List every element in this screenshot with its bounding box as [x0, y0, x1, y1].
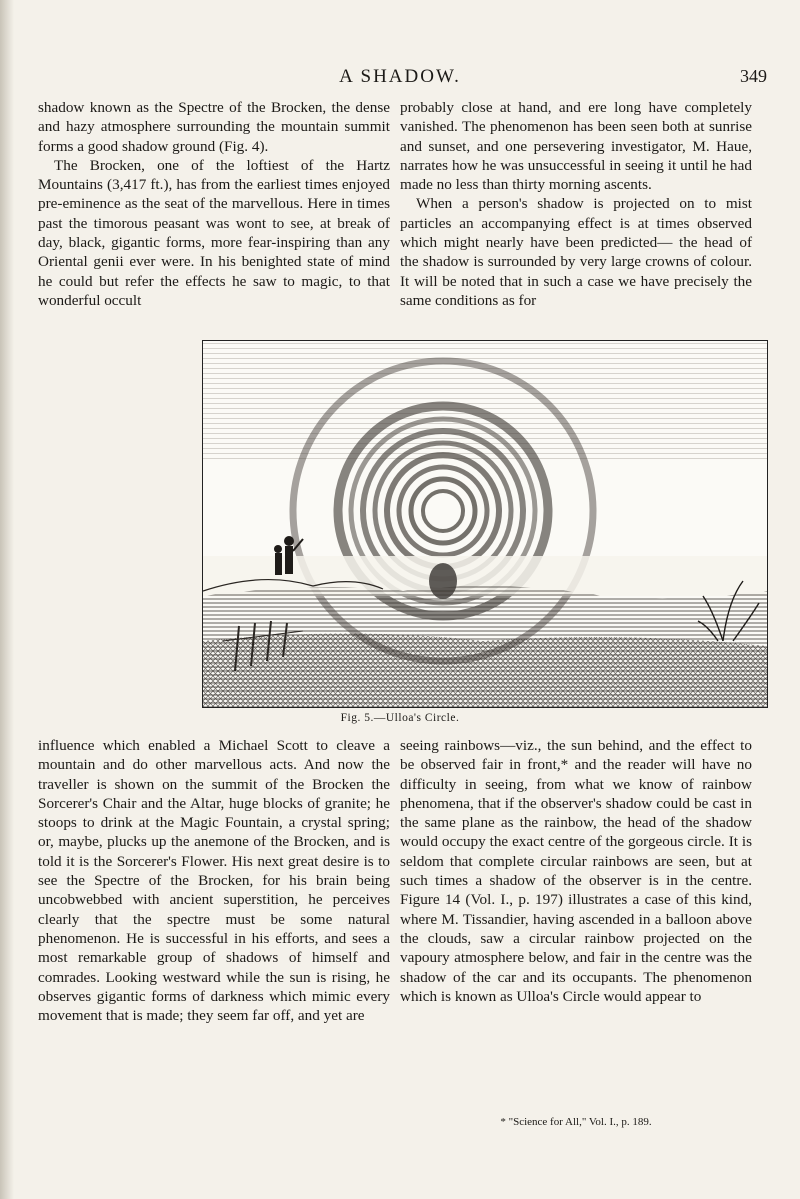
column-top-right	[400, 98, 752, 310]
paragraph: seeing rainbows—viz., the sun behind, and the effect to be observed fair in front,* and the reader will have no difficulty in seeing, from what we know of rainbow phenomena, that if the observer's shadow could be cast in the same plane as the rainbow, the head of the shadow would occupy the exact centre of the gorgeous circle. It is seldom that complete circular rainbows are seen, but at such times a shadow of the observer is in the centre. Figure 14 (Vol. I., p. 197) illustrates a case of this kind, where M. Tissandier, having ascended in a balloon above the clouds, saw a circular rainbow projected on the vapoury atmosphere below, and fair in the centre was the shadow of the car and its occupants. The phenomenon which is known as Ulloa's Circle would appear to	[400, 737, 752, 1005]
column-top-left	[38, 98, 390, 310]
paragraph: shadow known as the Spectre of the Brocken, the dense and hazy atmosphere surrounding the mountain summit forms a good shadow ground (Fig. 4).	[38, 99, 390, 155]
column-bottom-right	[400, 736, 752, 1006]
ulloa-circle-engraving	[203, 341, 767, 707]
binding-shadow	[0, 0, 14, 1199]
running-title: A SHADOW.	[339, 66, 461, 87]
paragraph: When a person's shadow is projected on to mist particles an accompanying effect is at times observed which might nearly have been predicted— the head of the shadow is surrounded by very large crowns of colour. It will be noted that in such a case we have precisely the same conditions as for	[400, 195, 752, 309]
paragraph: probably close at hand, and ere long have completely vanished. The phenomenon has been seen both at sunrise and sunset, and one persevering investigator, M. Haue, narrates how he was unsuccessful in seeing it until he had made no less than thirty morning ascents.	[400, 99, 752, 194]
paragraph: influence which enabled a Michael Scott to cleave a mountain and do other marvellous acts. And now the traveller is shown on the summit of the Brocken the Sorcerer's Chair and the Altar, huge blocks of granite; he stoops to drink at the Magic Fountain, a crystal spring; or, maybe, plucks up the anemone of the Brocken, and is told it is the Sorcerer's Flower. His next great desire is to see the Spectre of the Brocken, for his brain being uncobwebbed with ancient superstition, he perceives clearly that the spectre must be some natural phenomenon. He is successful in his efforts, and sees a most remarkable group of shadows of himself and comrades. Looking westward while the sun is rising, he observes gigantic forms of darkness which mimic every movement that is made; they seem far off, and yet are	[38, 737, 390, 1025]
footnote: * "Science for All," Vol. I., p. 189.	[500, 1116, 652, 1128]
paragraph: The Brocken, one of the loftiest of the Hartz Mountains (3,417 ft.), has from the earliest times enjoyed pre-eminence as the seat of the marvellous. Here in times past the timorous peasant was wont to see, at break of day, black, gigantic forms, more fear-inspiring than any Oriental genii ever were. In his benighted state of mind he could but refer the effects he saw to magic, to that wonderful occult	[38, 156, 390, 309]
figure-illustration	[202, 340, 768, 708]
page-number: 349	[740, 66, 767, 86]
column-bottom-left	[38, 736, 390, 1025]
running-head	[0, 66, 800, 90]
figure-caption: Fig. 5.—Ulloa's Circle.	[340, 712, 460, 724]
